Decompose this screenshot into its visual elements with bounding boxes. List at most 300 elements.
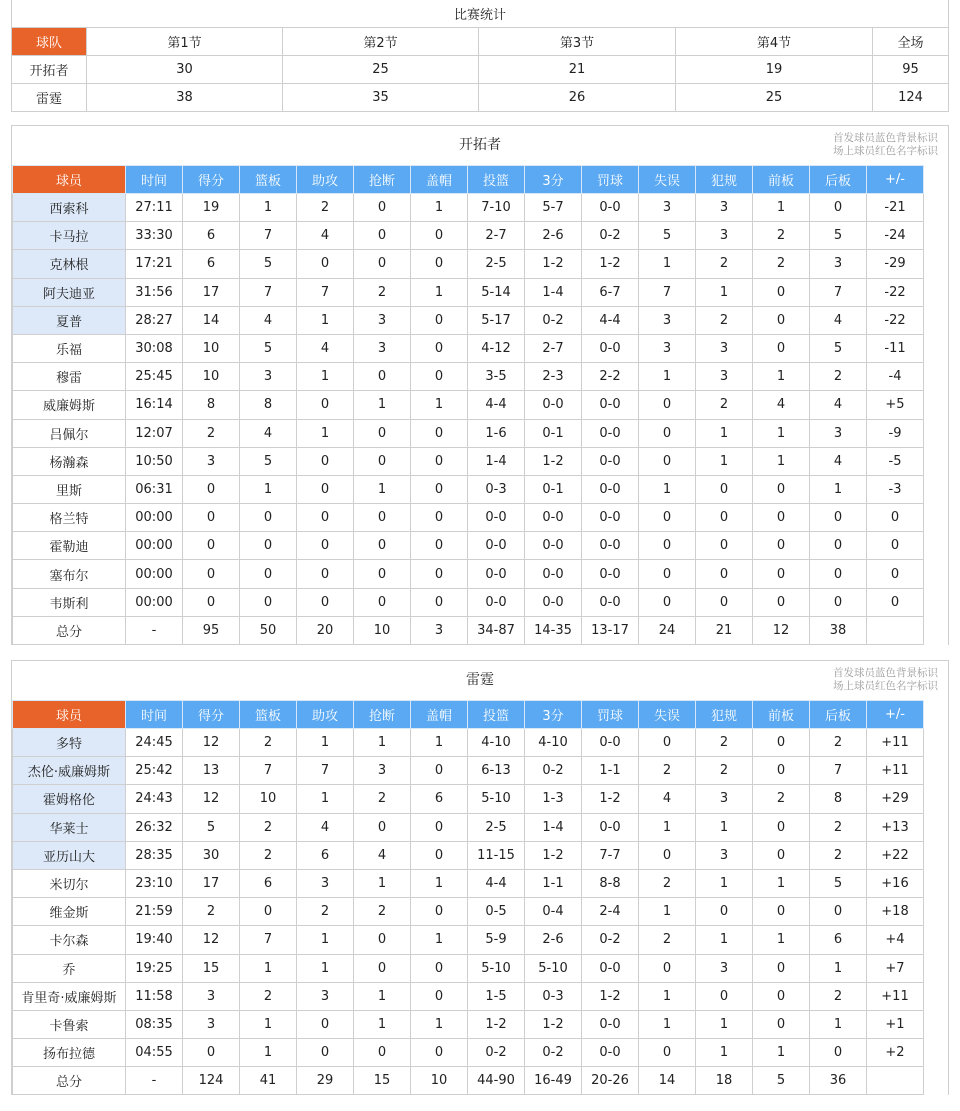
column-header-turnovers: 失误 (639, 701, 696, 729)
total-rebounds: 41 (240, 1067, 297, 1095)
stat-assists: 0 (297, 504, 354, 532)
stat-steals: 3 (354, 306, 411, 334)
stat-assists: 6 (297, 841, 354, 869)
stat-oreb: 0 (753, 813, 810, 841)
player-name: 肯里奇·威廉姆斯 (13, 982, 126, 1010)
stat-three: 1-4 (525, 278, 582, 306)
stat-dreb: 5 (810, 222, 867, 250)
summary-team-name: 开拓者 (12, 56, 87, 84)
stat-three: 1-2 (525, 250, 582, 278)
stat-turnovers: 0 (639, 588, 696, 616)
stat-assists: 2 (297, 898, 354, 926)
summary-score-q4: 25 (676, 84, 873, 112)
stat-steals: 0 (354, 250, 411, 278)
column-header-rebounds: 篮板 (240, 701, 297, 729)
stat-turnovers: 0 (639, 419, 696, 447)
summary-header-row (12, 28, 949, 56)
legend-oncourt-note: 场上球员红色名字标识 (833, 145, 938, 157)
stat-turnovers: 1 (639, 1010, 696, 1038)
stat-blocks: 0 (411, 954, 468, 982)
player-row (13, 785, 924, 813)
stat-rebounds: 2 (240, 813, 297, 841)
stat-three: 1-2 (525, 447, 582, 475)
stat-fouls: 0 (696, 898, 753, 926)
stat-time: 00:00 (126, 560, 183, 588)
player-name: 乔 (13, 954, 126, 982)
player-row (13, 869, 924, 897)
column-header-points: 得分 (183, 701, 240, 729)
stat-points: 2 (183, 419, 240, 447)
stat-ft: 1-2 (582, 250, 639, 278)
stat-fg: 0-3 (468, 475, 525, 503)
stat-turnovers: 4 (639, 785, 696, 813)
stat-blocks: 0 (411, 813, 468, 841)
stat-ft: 0-0 (582, 560, 639, 588)
stat-rebounds: 2 (240, 982, 297, 1010)
stat-plus-minus: +18 (867, 898, 924, 926)
player-name: 扬布拉德 (13, 1039, 126, 1067)
stat-fouls: 1 (696, 419, 753, 447)
stat-steals: 2 (354, 785, 411, 813)
stat-dreb: 0 (810, 560, 867, 588)
stat-plus-minus: +11 (867, 729, 924, 757)
stat-steals: 2 (354, 278, 411, 306)
stat-plus-minus: -3 (867, 475, 924, 503)
stat-dreb: 2 (810, 363, 867, 391)
stat-fg: 3-5 (468, 363, 525, 391)
stat-time: 24:45 (126, 729, 183, 757)
total-dreb: 36 (810, 1067, 867, 1095)
stat-rebounds: 0 (240, 560, 297, 588)
stat-dreb: 1 (810, 475, 867, 503)
stat-ft: 4-4 (582, 306, 639, 334)
stat-steals: 0 (354, 954, 411, 982)
stat-dreb: 2 (810, 813, 867, 841)
stat-dreb: 5 (810, 334, 867, 362)
stat-rebounds: 6 (240, 869, 297, 897)
stat-points: 10 (183, 334, 240, 362)
player-row (13, 532, 924, 560)
stat-oreb: 0 (753, 334, 810, 362)
stat-turnovers: 1 (639, 250, 696, 278)
player-name: 克林根 (13, 250, 126, 278)
player-name: 卡马拉 (13, 222, 126, 250)
stat-points: 30 (183, 841, 240, 869)
stat-three: 5-7 (525, 194, 582, 222)
player-name: 里斯 (13, 475, 126, 503)
stat-three: 0-1 (525, 419, 582, 447)
stat-three: 1-1 (525, 869, 582, 897)
stat-dreb: 7 (810, 278, 867, 306)
team-section-blazers (11, 125, 949, 645)
stat-plus-minus: +7 (867, 954, 924, 982)
stat-time: 12:07 (126, 419, 183, 447)
stat-three: 0-2 (525, 1039, 582, 1067)
stat-plus-minus: 0 (867, 532, 924, 560)
stat-steals: 0 (354, 222, 411, 250)
column-header-three: 3分 (525, 701, 582, 729)
column-header-fouls: 犯规 (696, 166, 753, 194)
summary-header-q3: 第3节 (479, 28, 676, 56)
stat-ft: 1-1 (582, 757, 639, 785)
stat-points: 0 (183, 560, 240, 588)
column-header-assists: 助攻 (297, 701, 354, 729)
stat-oreb: 0 (753, 475, 810, 503)
stat-dreb: 5 (810, 869, 867, 897)
stat-ft: 7-7 (582, 841, 639, 869)
stat-fouls: 3 (696, 334, 753, 362)
stat-plus-minus: -5 (867, 447, 924, 475)
player-row (13, 898, 924, 926)
stat-three: 0-2 (525, 306, 582, 334)
player-name: 卡尔森 (13, 926, 126, 954)
stat-fouls: 0 (696, 475, 753, 503)
stat-assists: 0 (297, 1039, 354, 1067)
player-row (13, 504, 924, 532)
stat-fg: 0-0 (468, 560, 525, 588)
stat-steals: 0 (354, 588, 411, 616)
stat-time: 25:42 (126, 757, 183, 785)
stat-plus-minus: +16 (867, 869, 924, 897)
stat-rebounds: 1 (240, 1010, 297, 1038)
stat-three: 1-4 (525, 813, 582, 841)
stat-oreb: 0 (753, 504, 810, 532)
total-steals: 10 (354, 616, 411, 644)
stat-blocks: 1 (411, 869, 468, 897)
stat-fg: 2-5 (468, 250, 525, 278)
stat-rebounds: 2 (240, 841, 297, 869)
stat-fouls: 0 (696, 982, 753, 1010)
stat-points: 0 (183, 1039, 240, 1067)
stat-turnovers: 1 (639, 898, 696, 926)
total-fouls: 18 (696, 1067, 753, 1095)
stat-assists: 3 (297, 982, 354, 1010)
stat-fg: 4-4 (468, 391, 525, 419)
team-section-thunder (11, 660, 949, 1095)
player-name: 维金斯 (13, 898, 126, 926)
stat-steals: 1 (354, 391, 411, 419)
stat-oreb: 0 (753, 588, 810, 616)
stat-fg: 2-7 (468, 222, 525, 250)
total-assists: 20 (297, 616, 354, 644)
stat-fg: 1-5 (468, 982, 525, 1010)
total-label: 总分 (13, 1067, 126, 1095)
column-header-steals: 抢断 (354, 166, 411, 194)
stat-turnovers: 0 (639, 532, 696, 560)
stat-rebounds: 7 (240, 222, 297, 250)
player-name: 霍姆格伦 (13, 785, 126, 813)
summary-row-thunder (12, 84, 949, 112)
stat-blocks: 1 (411, 194, 468, 222)
stat-turnovers: 0 (639, 1039, 696, 1067)
stat-assists: 1 (297, 306, 354, 334)
stat-dreb: 3 (810, 419, 867, 447)
stat-turnovers: 2 (639, 757, 696, 785)
stat-blocks: 1 (411, 1010, 468, 1038)
stat-three: 0-3 (525, 982, 582, 1010)
stat-rebounds: 5 (240, 334, 297, 362)
stat-fg: 4-12 (468, 334, 525, 362)
player-name: 卡鲁索 (13, 1010, 126, 1038)
player-name: 西索科 (13, 194, 126, 222)
summary-header-q1: 第1节 (87, 28, 283, 56)
stat-ft: 0-2 (582, 926, 639, 954)
stat-dreb: 2 (810, 841, 867, 869)
player-row (13, 475, 924, 503)
stat-points: 12 (183, 926, 240, 954)
stat-three: 1-2 (525, 1010, 582, 1038)
stat-fouls: 1 (696, 447, 753, 475)
stat-fouls: 2 (696, 757, 753, 785)
stat-time: 00:00 (126, 532, 183, 560)
stat-points: 14 (183, 306, 240, 334)
stat-blocks: 0 (411, 222, 468, 250)
stat-dreb: 0 (810, 898, 867, 926)
stat-time: 04:55 (126, 1039, 183, 1067)
stat-fg: 1-6 (468, 419, 525, 447)
stat-steals: 0 (354, 504, 411, 532)
stat-steals: 0 (354, 813, 411, 841)
player-name: 塞布尔 (13, 560, 126, 588)
stat-ft: 1-2 (582, 982, 639, 1010)
summary-score-q2: 35 (283, 84, 479, 112)
stat-assists: 0 (297, 250, 354, 278)
stat-points: 3 (183, 447, 240, 475)
stat-turnovers: 0 (639, 954, 696, 982)
summary-header-q2: 第2节 (283, 28, 479, 56)
stat-dreb: 0 (810, 588, 867, 616)
summary-score-total: 124 (873, 84, 949, 112)
summary-score-q1: 38 (87, 84, 283, 112)
stat-blocks: 0 (411, 504, 468, 532)
player-row (13, 278, 924, 306)
player-row (13, 588, 924, 616)
stat-steals: 0 (354, 560, 411, 588)
stat-steals: 0 (354, 194, 411, 222)
stat-three: 4-10 (525, 729, 582, 757)
player-row (13, 982, 924, 1010)
stat-fouls: 3 (696, 194, 753, 222)
stat-rebounds: 0 (240, 898, 297, 926)
legend-starter-note: 首发球员蓝色背景标识 (833, 132, 938, 144)
player-row (13, 363, 924, 391)
stat-plus-minus: +2 (867, 1039, 924, 1067)
stat-turnovers: 1 (639, 982, 696, 1010)
stat-ft: 0-0 (582, 334, 639, 362)
stat-turnovers: 0 (639, 560, 696, 588)
player-row (13, 391, 924, 419)
player-name: 乐福 (13, 334, 126, 362)
stat-fg: 4-10 (468, 729, 525, 757)
stat-three: 2-3 (525, 363, 582, 391)
stat-rebounds: 0 (240, 504, 297, 532)
stat-ft: 0-0 (582, 813, 639, 841)
stat-blocks: 1 (411, 278, 468, 306)
stat-steals: 3 (354, 334, 411, 362)
summary-header-total: 全场 (873, 28, 949, 56)
player-row (13, 250, 924, 278)
stat-ft: 0-0 (582, 729, 639, 757)
stat-blocks: 0 (411, 532, 468, 560)
stat-blocks: 0 (411, 1039, 468, 1067)
stat-blocks: 0 (411, 250, 468, 278)
stat-ft: 0-0 (582, 588, 639, 616)
stat-assists: 0 (297, 588, 354, 616)
stat-rebounds: 8 (240, 391, 297, 419)
stat-three: 1-2 (525, 841, 582, 869)
stat-time: 31:56 (126, 278, 183, 306)
stat-rebounds: 1 (240, 194, 297, 222)
column-header-rebounds: 篮板 (240, 166, 297, 194)
stat-assists: 0 (297, 391, 354, 419)
stat-points: 17 (183, 869, 240, 897)
stat-blocks: 0 (411, 982, 468, 1010)
stat-time: 19:40 (126, 926, 183, 954)
stat-fouls: 0 (696, 504, 753, 532)
stat-assists: 0 (297, 475, 354, 503)
stat-time: 00:00 (126, 504, 183, 532)
player-row (13, 560, 924, 588)
stat-fg: 1-2 (468, 1010, 525, 1038)
total-time: - (126, 616, 183, 644)
stat-plus-minus: -4 (867, 363, 924, 391)
stat-fg: 5-10 (468, 785, 525, 813)
stat-time: 33:30 (126, 222, 183, 250)
stat-plus-minus: +1 (867, 1010, 924, 1038)
stat-fouls: 1 (696, 278, 753, 306)
player-name: 阿夫迪亚 (13, 278, 126, 306)
stat-steals: 2 (354, 898, 411, 926)
column-header-oreb: 前板 (753, 701, 810, 729)
stat-fouls: 1 (696, 926, 753, 954)
player-name: 夏普 (13, 306, 126, 334)
stat-dreb: 1 (810, 1010, 867, 1038)
stat-blocks: 0 (411, 306, 468, 334)
stat-assists: 1 (297, 785, 354, 813)
stat-assists: 3 (297, 869, 354, 897)
stat-ft: 6-7 (582, 278, 639, 306)
stat-time: 24:43 (126, 785, 183, 813)
stat-plus-minus: +5 (867, 391, 924, 419)
player-row (13, 194, 924, 222)
stat-turnovers: 3 (639, 334, 696, 362)
stat-steals: 0 (354, 447, 411, 475)
stat-points: 6 (183, 250, 240, 278)
stat-fg: 5-10 (468, 954, 525, 982)
stat-fg: 5-9 (468, 926, 525, 954)
total-fg: 34-87 (468, 616, 525, 644)
total-turnovers: 14 (639, 1067, 696, 1095)
stat-plus-minus: +22 (867, 841, 924, 869)
stat-turnovers: 0 (639, 447, 696, 475)
stat-ft: 0-0 (582, 532, 639, 560)
stat-points: 12 (183, 729, 240, 757)
stat-oreb: 0 (753, 841, 810, 869)
total-steals: 15 (354, 1067, 411, 1095)
stat-assists: 1 (297, 729, 354, 757)
total-dreb: 38 (810, 616, 867, 644)
stat-fg: 6-13 (468, 757, 525, 785)
stat-points: 0 (183, 504, 240, 532)
player-row (13, 1010, 924, 1038)
stat-turnovers: 0 (639, 391, 696, 419)
stat-ft: 0-0 (582, 194, 639, 222)
stat-turnovers: 0 (639, 729, 696, 757)
team-name: 开拓者 (459, 137, 501, 153)
stat-ft: 0-0 (582, 954, 639, 982)
column-header-time: 时间 (126, 166, 183, 194)
stat-fouls: 0 (696, 588, 753, 616)
stat-fg: 0-0 (468, 588, 525, 616)
total-blocks: 10 (411, 1067, 468, 1095)
stat-ft: 0-0 (582, 447, 639, 475)
stat-assists: 0 (297, 447, 354, 475)
stat-dreb: 0 (810, 194, 867, 222)
stat-ft: 0-2 (582, 222, 639, 250)
total-row (13, 616, 924, 644)
stat-assists: 4 (297, 334, 354, 362)
stat-plus-minus: +29 (867, 785, 924, 813)
player-name: 吕佩尔 (13, 419, 126, 447)
stat-rebounds: 0 (240, 588, 297, 616)
stat-ft: 0-0 (582, 504, 639, 532)
stat-oreb: 1 (753, 447, 810, 475)
stat-fg: 7-10 (468, 194, 525, 222)
stat-oreb: 0 (753, 898, 810, 926)
total-time: - (126, 1067, 183, 1095)
total-fouls: 21 (696, 616, 753, 644)
stat-three: 5-10 (525, 954, 582, 982)
stat-plus-minus: -9 (867, 419, 924, 447)
stat-three: 2-7 (525, 334, 582, 362)
summary-header-team: 球队 (12, 28, 87, 56)
stat-blocks: 0 (411, 334, 468, 362)
stat-fg: 4-4 (468, 869, 525, 897)
stat-time: 21:59 (126, 898, 183, 926)
stat-fouls: 1 (696, 1010, 753, 1038)
stat-dreb: 4 (810, 447, 867, 475)
stat-blocks: 0 (411, 898, 468, 926)
stat-plus-minus: -22 (867, 306, 924, 334)
stat-points: 0 (183, 588, 240, 616)
stat-fg: 11-15 (468, 841, 525, 869)
stat-rebounds: 7 (240, 278, 297, 306)
player-row (13, 222, 924, 250)
stat-plus-minus: -11 (867, 334, 924, 362)
stat-fg: 5-14 (468, 278, 525, 306)
stat-turnovers: 2 (639, 926, 696, 954)
stat-oreb: 0 (753, 757, 810, 785)
summary-score-total: 95 (873, 56, 949, 84)
total-three: 16-49 (525, 1067, 582, 1095)
stat-assists: 0 (297, 532, 354, 560)
stat-assists: 1 (297, 419, 354, 447)
stat-rebounds: 2 (240, 729, 297, 757)
column-header-player: 球员 (13, 701, 126, 729)
player-row (13, 841, 924, 869)
column-header-dreb: 后板 (810, 166, 867, 194)
stats-header-row (13, 166, 924, 194)
total-oreb: 5 (753, 1067, 810, 1095)
stat-oreb: 0 (753, 532, 810, 560)
player-name: 韦斯利 (13, 588, 126, 616)
summary-score-q3: 21 (479, 56, 676, 84)
stat-steals: 3 (354, 757, 411, 785)
legend-oncourt-note: 场上球员红色名字标识 (833, 680, 938, 692)
player-name: 亚历山大 (13, 841, 126, 869)
stat-fouls: 3 (696, 954, 753, 982)
stat-time: 06:31 (126, 475, 183, 503)
